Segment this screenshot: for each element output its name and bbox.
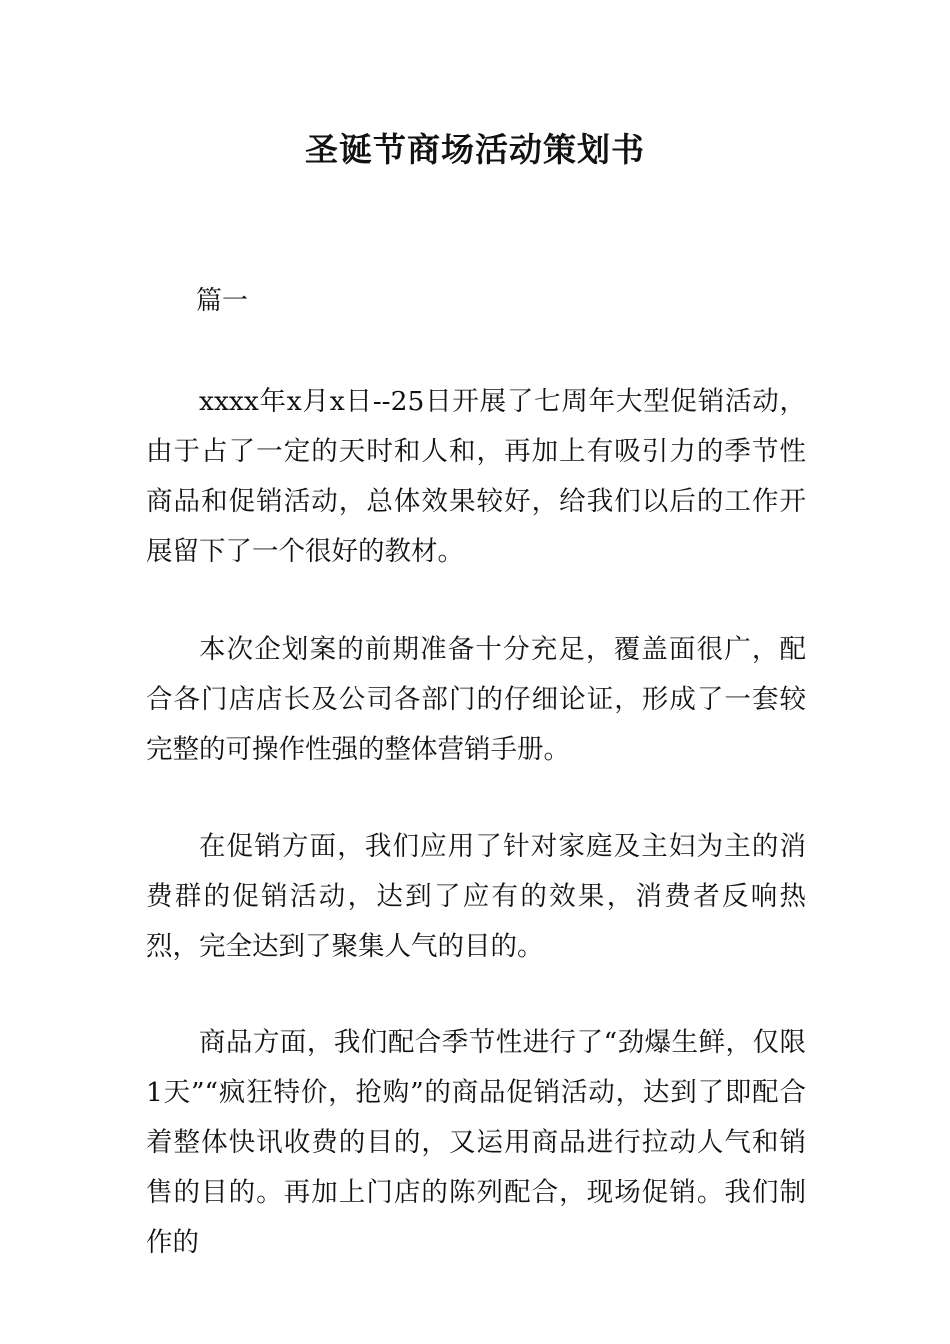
paragraph: 本次企划案的前期准备十分充足，覆盖面很广，配合各门店店长及公司各部门的仔细论证，形成了一套较完整的可操作性强的整体营销手册。 — [146, 634, 806, 765]
document-title: 圣诞节商场活动策划书 — [305, 130, 645, 169]
section-label: 篇一 — [196, 286, 249, 316]
paragraph: 商品方面，我们配合季节性进行了“劲爆生鲜，仅限1天”“疯狂特价，抢购”的商品促销活动，达到了即配合着整体快讯收费的目的，又运用商品进行拉动人气和销售的目的。再加上门店的陈列配合，现场促销。我们制作的 — [146, 1027, 806, 1258]
paragraph: xxxx年x月x日--25日开展了七周年大型促销活动，由于占了一定的天时和人和，再加上有吸引力的季节性商品和促销活动，总体效果较好，给我们以后的工作开展留下了一个很好的教材。 — [146, 386, 806, 567]
paragraph: 在促销方面，我们应用了针对家庭及主妇为主的消费群的促销活动，达到了应有的效果，消费者反响热烈，完全达到了聚集人气的目的。 — [146, 831, 806, 962]
